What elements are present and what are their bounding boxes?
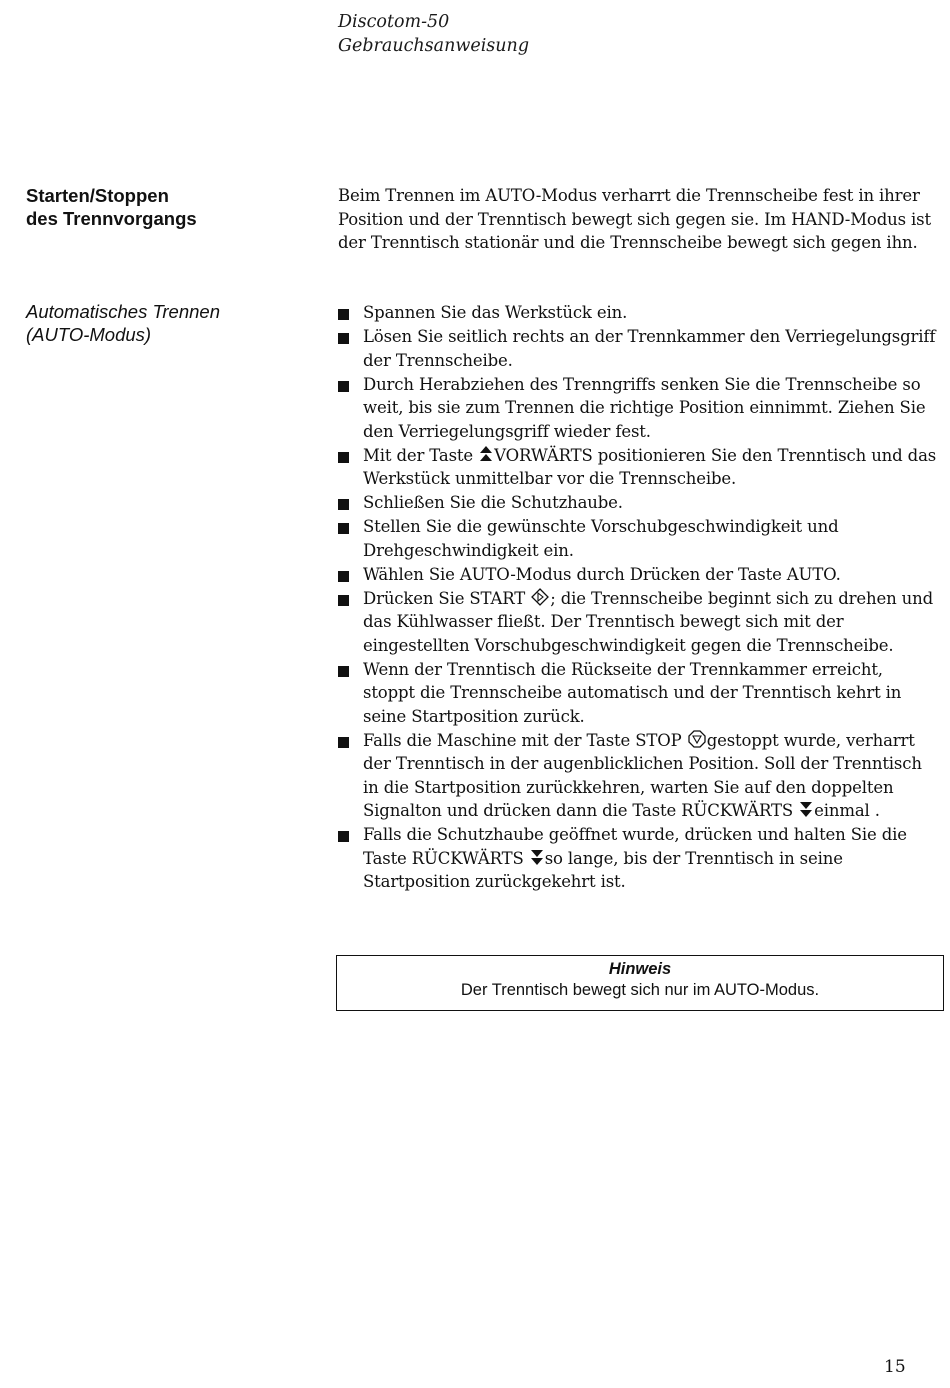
header-product: Discotom-50 [338, 12, 450, 32]
page-number: 15 [884, 1357, 906, 1377]
section-subtitle: Automatisches Trennen (AUTO-Modus) [26, 301, 221, 345]
bullet-square-icon [338, 595, 349, 606]
section-title: Starten/Stoppen des Trennvorgangs [26, 185, 197, 229]
note-text: Der Trenntisch bewegt sich nur im AUTO-Modus. [460, 981, 820, 999]
list-item: Stellen Sie die gewünschte Vorschubgeschwindigkeit und Drehgeschwindigkeit ein. [338, 515, 938, 562]
list-item: Spannen Sie das Werkstück ein. [338, 301, 938, 325]
start-diamond-icon [531, 588, 549, 606]
note-box [336, 955, 944, 1011]
list-item: Lösen Sie seitlich rechts an der Trennkammer den Verriegelungsgriff der Trennscheibe. [338, 325, 938, 372]
steps-list [338, 301, 938, 894]
list-item: Drücken Sie START ; die Trennscheibe beginnt sich zu drehen und das Kühlwasser fließt. Der Trenntisch bewegt sich mit der eingestellten Vorschubgeschwindigkeit gegen die Trennscheibe. [338, 587, 938, 658]
bullet-square-icon [338, 666, 349, 677]
bullet-square-icon [338, 831, 349, 842]
backward-double-arrow-icon [530, 849, 544, 866]
document-header [338, 10, 529, 58]
bullet-square-icon [338, 523, 349, 534]
list-item: Falls die Schutzhaube geöffnet wurde, drücken und halten Sie die Taste RÜCKWÄRTS so lange, bis der Trenntisch in seine Startposition zurückgekehrt ist. [338, 823, 938, 894]
stop-octagon-icon [688, 730, 706, 748]
bullet-square-icon [338, 309, 349, 320]
backward-double-arrow-icon [799, 801, 813, 818]
list-item: Wenn der Trenntisch die Rückseite der Trennkammer erreicht, stoppt die Trennscheibe automatisch und der Trenntisch kehrt in seine Startposition zurück. [338, 658, 938, 729]
bullet-square-icon [338, 571, 349, 582]
list-item: Wählen Sie AUTO-Modus durch Drücken der Taste AUTO. [338, 563, 938, 587]
bullet-square-icon [338, 737, 349, 748]
note-title: Hinweis [608, 960, 672, 978]
header-doc-type: Gebrauchsanweisung [338, 36, 530, 56]
bullet-square-icon [338, 452, 349, 463]
list-item: Falls die Maschine mit der Taste STOP gestoppt wurde, verharrt der Trenntisch in der augenblicklichen Position. Soll der Trenntisch in die Startposition zurückkehren, warten Sie auf den doppelten Signalton und drücken dann die Taste RÜCKWÄRTS einmal . [338, 729, 938, 823]
bullet-square-icon [338, 333, 349, 344]
bullet-square-icon [338, 381, 349, 392]
list-item: Mit der Taste VORWÄRTS positionieren Sie den Trenntisch und das Werkstück unmittelbar vor die Trennscheibe. [338, 444, 938, 491]
forward-double-arrow-icon [479, 446, 493, 463]
list-item: Durch Herabziehen des Trenngriffs senken Sie die Trennscheibe so weit, bis sie zum Trennen die richtige Position einnimmt. Ziehen Sie den Verriegelungsgriff wieder fest. [338, 373, 938, 444]
intro-paragraph: Beim Trennen im AUTO-Modus verharrt die Trennscheibe fest in ihrer Position und der Trenntisch bewegt sich gegen sie. Im HAND-Modus ist der Trenntisch stationär und die Trennscheibe bewegt sich gegen ihn. [338, 186, 931, 252]
bullet-square-icon [338, 499, 349, 510]
list-item: Schließen Sie die Schutzhaube. [338, 491, 938, 515]
